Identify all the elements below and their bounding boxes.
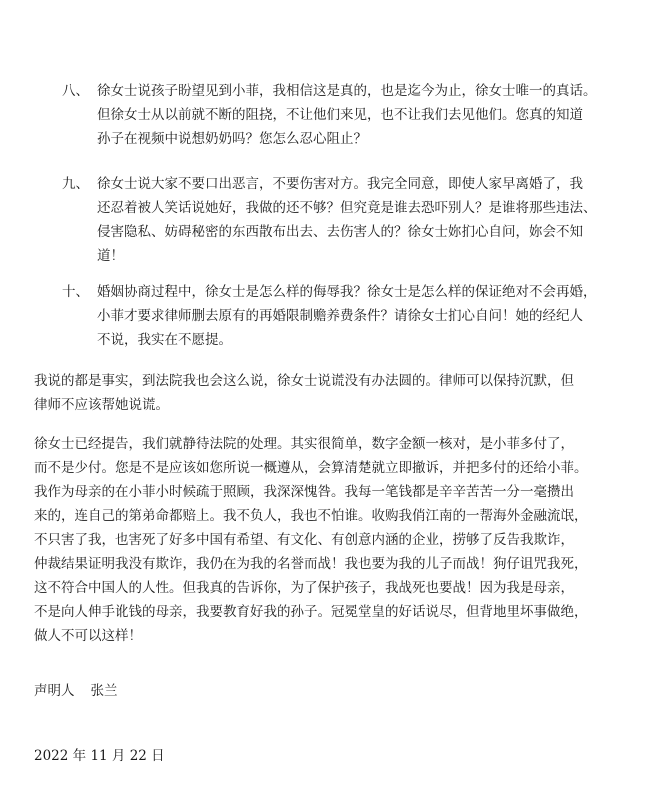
- numbered-item-10: [62, 280, 637, 352]
- item-line: 侵害隐私、妨碍秘密的东西散布出去、去伤害人的？徐女士妳扪心自问，妳会不知: [97, 224, 583, 240]
- item-number: 八、: [62, 83, 89, 99]
- signature-name: 张兰: [90, 683, 118, 699]
- statement-date: 2022 年 11 月 22 日: [34, 748, 165, 764]
- item-line: 不说，我实在不愿提。: [97, 332, 232, 348]
- numbered-item-9: [62, 172, 637, 268]
- paragraph-line: 而不是少付。您是不是应该如您所说一概遵从，会算清楚就立即撤诉，并把多付的还给小菲。: [34, 460, 588, 476]
- numbered-item-8: [62, 79, 637, 151]
- item-line: 但徐女士从以前就不断的阻挠，不让他们来见，也不让我们去见他们。您真的知道: [97, 107, 583, 123]
- paragraph-line: 律师不应该帮她说谎。: [34, 397, 169, 413]
- item-line: 小菲才要求律师删去原有的再婚限制赡养费条件？请徐女士扪心自问！她的经纪人: [97, 308, 583, 324]
- item-number: 十、: [62, 284, 89, 300]
- paragraph-line: 做人不可以这样！: [34, 628, 142, 644]
- paragraph-line: 这不符合中国人的人性。但我真的告诉你，为了保护孩子，我战死也要战！因为我是母亲，: [34, 580, 574, 596]
- paragraph-line: 不只害了我，也害死了好多中国有希望、有文化、有创意内涵的企业，捞够了反告我欺诈，: [34, 532, 574, 548]
- item-line: 徐女士说孩子盼望见到小菲，我相信这是真的，也是迄今为止，徐女士唯一的真话。: [97, 83, 597, 99]
- paragraph-line: 不是向人伸手讹钱的母亲，我要教育好我的孙子。冠冕堂皇的好话说尽，但背地里坏事做绝，: [34, 604, 588, 620]
- paragraph-line: 来的，连自己的第弟命都赔上。我不负人，我也不怕谁。收购我俏江南的一帮海外金融流氓，: [34, 508, 588, 524]
- paragraph-line: 仲裁结果证明我没有欺诈，我仍在为我的名誉而战！我也要为我的儿子而战！狗仔诅咒我死，: [34, 556, 588, 572]
- paragraph-line: 徐女士已经提告，我们就静待法院的处理。其实很简单，数字金额一核对，是小菲多付了，: [34, 436, 574, 452]
- signature-label: 声明人: [34, 683, 75, 699]
- item-line: 婚姻协商过程中，徐女士是怎么样的侮辱我？徐女士是怎么样的保证绝对不会再婚，: [97, 284, 597, 300]
- item-number: 九、: [62, 176, 89, 192]
- signature: [34, 679, 118, 703]
- item-line: 徐女士说大家不要口出恶言，不要伤害对方。我完全同意，即使人家早离婚了，我: [97, 176, 583, 192]
- body-paragraph: [34, 369, 644, 417]
- item-line: 还忍着被人笑话说她好，我做的还不够？但究竟是谁去恐吓别人？是谁将那些违法、: [97, 200, 597, 216]
- body-paragraph: [34, 432, 644, 648]
- paragraph-line: 我作为母亲的在小菲小时候疏于照顾，我深深愧咎。我每一笔钱都是辛辛苦苦一分一毫攒出: [34, 484, 574, 500]
- item-line: 孙子在视频中说想奶奶吗？您怎么忍心阻止？: [97, 131, 367, 147]
- paragraph-line: 我说的都是事实，到法院我也会这么说，徐女士说谎没有办法圆的。律师可以保持沉默，但: [34, 373, 574, 389]
- item-line: 道！: [97, 248, 124, 264]
